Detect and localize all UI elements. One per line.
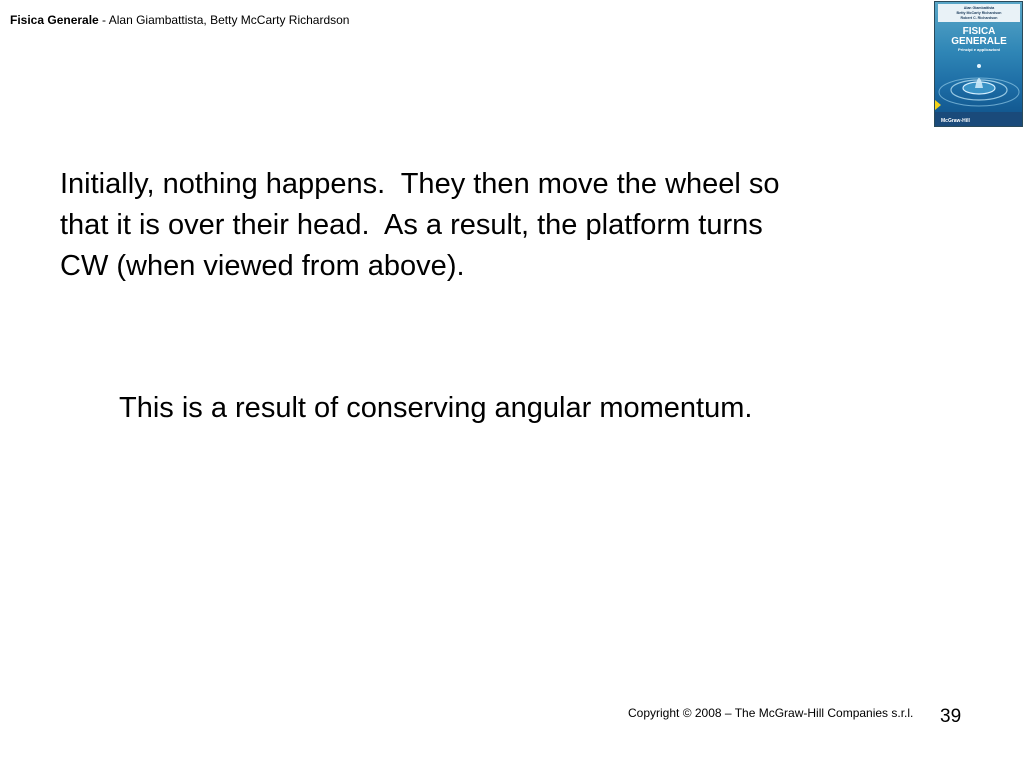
cover-title-line-1: FISICA <box>962 26 996 37</box>
cover-author-1: Alan Giambattista <box>963 6 995 10</box>
page-number: 39 <box>940 706 962 727</box>
cover-marker <box>935 100 941 110</box>
body-line: Initially, nothing happens. They then move the wheel so <box>60 168 780 200</box>
slide-conclusion: This is a result of conserving angular momentum. <box>119 392 753 424</box>
slide-body <box>60 164 960 287</box>
book-authors: - Alan Giambattista, Betty McCarty Richardson <box>98 13 350 27</box>
water-drop <box>977 64 981 68</box>
book-cover-image <box>934 1 1023 127</box>
cover-title-line-2: GENERALE <box>951 36 1007 47</box>
book-title: Fisica Generale <box>10 13 99 27</box>
slide-header <box>10 13 349 27</box>
body-line: CW (when viewed from above). <box>60 250 465 282</box>
cover-publisher: McGraw-Hill <box>941 118 970 124</box>
cover-subtitle: Principi e applicazioni <box>957 47 1001 52</box>
cover-author-3: Robert C. Richardson <box>960 16 998 20</box>
body-line: that it is over their head. As a result, the platform turns <box>60 209 763 241</box>
copyright-notice: Copyright © 2008 – The McGraw-Hill Companies s.r.l. <box>628 706 914 720</box>
cover-author-2: Betty McCarty Richardson <box>956 11 1002 15</box>
cover-artwork <box>935 2 1023 127</box>
